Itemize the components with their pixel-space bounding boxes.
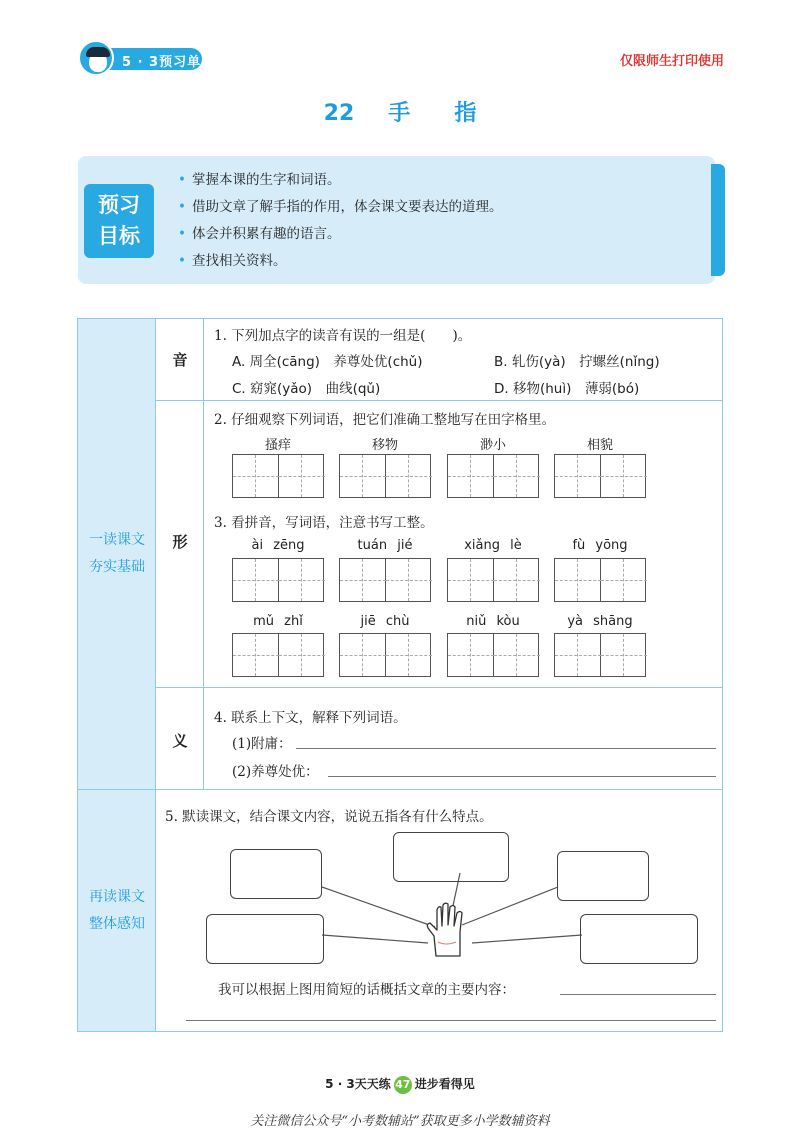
writing-grid[interactable] [339,633,431,677]
footer-right: 进步看得见 [414,1077,475,1091]
writing-grid[interactable] [232,454,324,498]
lesson-title-char-2: 指 [454,101,477,126]
question-5: 5. 默读课文，结合课文内容，说说五指各有什么特点。 [165,809,493,825]
category-cell-sound [156,319,204,400]
category-cell-meaning [156,688,204,789]
writing-grid[interactable] [554,633,646,677]
writing-grid[interactable] [339,558,431,602]
option-d: D. 移物(huì) 薄弱(bó) [494,381,640,397]
mind-map-box[interactable] [557,851,649,901]
writing-grid[interactable] [447,454,539,498]
mind-map-box[interactable] [230,849,322,899]
section1-label-cell [78,319,156,789]
mind-map-box[interactable] [206,914,324,964]
goals-label-line1: 预习 [98,193,140,217]
meaning-item-2: (2)养尊处优： [232,764,319,780]
mind-map-box[interactable] [393,832,509,882]
word-label: 移物 [371,438,398,453]
writing-grid[interactable] [447,633,539,677]
writing-grid[interactable] [447,558,539,602]
pinyin-label: niǔ kòu [466,614,520,629]
print-note: 仅限师生打印使用 [619,54,724,69]
question-2: 2. 仔细观察下列词语，把它们准确工整地写在田字格里。 [214,412,556,428]
category-meaning: 义 [172,732,188,750]
goal-item: • 借助文章了解手指的作用，体会课文要表达的道理。 [178,197,502,224]
summary-prompt: 我可以根据上图用简短的话概括文章的主要内容： [218,982,515,998]
series-badge [78,40,204,76]
section1-label-line2: 夯实基础 [89,559,145,575]
category-form: 形 [172,533,188,551]
writing-grid[interactable] [232,633,324,677]
page-footer [0,1075,800,1094]
section2-label-cell [78,790,156,1031]
question-3: 3. 看拼音，写词语，注意书写工整。 [214,515,434,531]
mascot-icon [78,40,114,76]
goals-label-line2: 目标 [98,224,140,248]
mind-map-box[interactable] [580,914,698,964]
writing-grid[interactable] [554,558,646,602]
meaning-item-1: (1)附庸： [232,736,292,752]
pinyin-label: fù yōng [572,538,628,553]
footer-left: 5 · 3天天练 [325,1077,391,1091]
goal-item: • 查找相关资料。 [178,251,502,278]
option-b: B. 轧伤(yà) 拧螺丝(nǐng) [494,354,660,370]
goals-label [84,184,154,258]
answer-line[interactable] [560,994,716,995]
section-divider [78,789,723,790]
pinyin-label: xiǎng lè [464,538,522,553]
page-number: 47 [394,1076,412,1094]
writing-grid[interactable] [339,454,431,498]
section2-label-line1: 再读课文 [89,889,145,905]
goal-item: • 掌握本课的生字和词语。 [178,170,502,197]
pinyin-label: mǔ zhǐ [253,614,303,629]
goals-list [178,170,502,278]
section1-label-line1: 一读课文 [89,532,145,548]
goals-panel-strip [711,164,725,276]
pinyin-label: yà shāng [567,614,633,629]
pinyin-label: ài zēng [251,538,305,553]
answer-line[interactable] [186,1020,716,1021]
row-divider [156,400,723,401]
writing-grid[interactable] [232,558,324,602]
category-sound: 音 [172,351,188,369]
answer-line[interactable] [296,748,716,749]
lesson-number: 22 [323,101,355,126]
pinyin-label: tuán jié [357,538,413,553]
writing-grid[interactable] [554,454,646,498]
answer-line[interactable] [328,776,716,777]
word-label: 搔痒 [264,438,291,453]
goal-item: • 体会并积累有趣的语言。 [178,224,502,251]
word-label: 相貌 [586,438,613,453]
question-1: 1. 下列加点字的读音有误的一组是( )。 [214,328,472,344]
row-divider [156,687,723,688]
option-a: A. 周全(cāng) 养尊处优(chǔ) [232,354,423,370]
question-4: 4. 联系上下文，解释下列词语。 [214,710,407,726]
section2-label-line2: 整体感知 [89,916,145,932]
hand-icon [424,902,474,960]
option-c: C. 窈窕(yǎo) 曲线(qǔ) [232,381,381,397]
lesson-title [0,96,800,127]
series-badge-label: 5 · 3预习单 [122,55,202,70]
pinyin-label: jiē chù [360,614,410,629]
word-label: 渺小 [479,438,506,453]
lesson-title-char-1: 手 [388,101,411,126]
category-cell-form [156,401,204,687]
footer-note: 关注微信公众号“小考数辅站”获取更多小学数辅资料 [250,1114,550,1129]
